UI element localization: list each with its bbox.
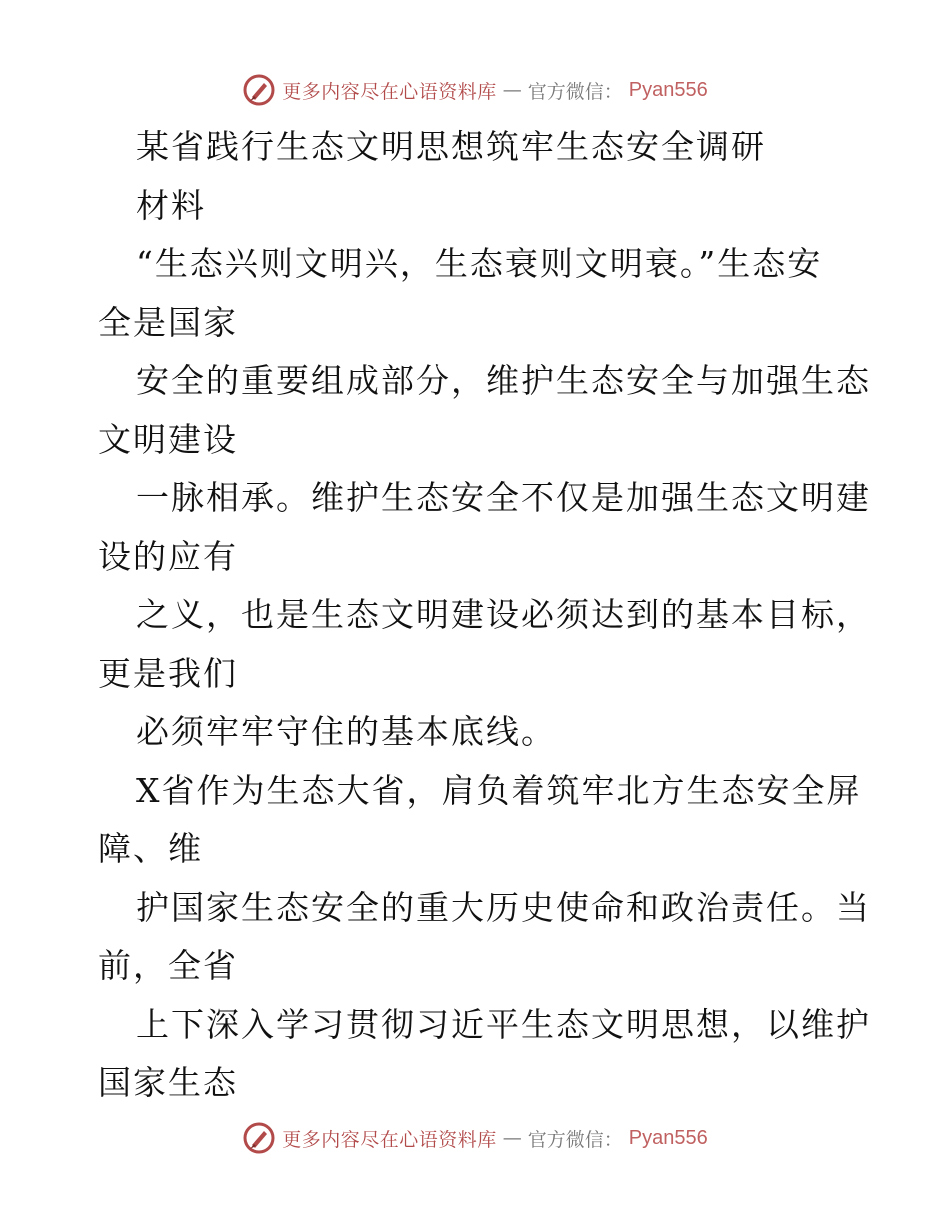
doc-line: 一脉相承。维护生态安全不仅是加强生态文明建	[136, 478, 871, 517]
header-watermark	[0, 70, 950, 110]
doc-line: 文明建设	[98, 419, 238, 459]
doc-line: “生态兴则文明兴，生态衰则文明衰。”生态安	[136, 244, 823, 283]
doc-line: X省作为生态大省，肩负着筑牢北方生态安全屏	[136, 770, 862, 810]
watermark-separator: —	[502, 79, 522, 101]
doc-line: 必须牢牢守住的基本底线。	[136, 712, 556, 751]
watermark-separator: —	[502, 1127, 522, 1149]
doc-line: 安全的重要组成部分，维护生态安全与加强生态	[136, 361, 871, 400]
document-body	[98, 118, 871, 1113]
doc-line: 设的应有	[98, 536, 238, 576]
doc-line: 护国家生态安全的重大历史使命和政治责任。当	[136, 887, 871, 927]
doc-line: 全是国家	[98, 302, 238, 342]
watermark-text: 更多内容尽在心语资料库	[282, 80, 497, 103]
pen-logo-icon	[242, 1121, 276, 1155]
pen-logo-icon	[242, 73, 276, 107]
doc-line: 障、维	[98, 829, 203, 868]
doc-line: 之义，也是生态文明建设必须达到的基本目标，	[136, 595, 871, 634]
watermark-id: Pyan556	[628, 1126, 708, 1149]
watermark-official: 官方微信：	[527, 1128, 623, 1151]
watermark-text: 更多内容尽在心语资料库	[282, 1128, 497, 1151]
doc-line: 国家生态	[98, 1063, 238, 1102]
doc-line: 某省践行生态文明思想筑牢生态安全调研	[136, 127, 766, 166]
watermark-id: Pyan556	[628, 78, 708, 101]
doc-line: 前，全省	[98, 946, 238, 985]
watermark-official: 官方微信：	[527, 80, 623, 103]
doc-line: 上下深入学习贯彻习近平生态文明思想，以维护	[136, 1004, 871, 1044]
footer-watermark	[0, 1118, 950, 1158]
doc-line: 材料	[136, 185, 206, 225]
doc-line: 更是我们	[98, 653, 238, 693]
